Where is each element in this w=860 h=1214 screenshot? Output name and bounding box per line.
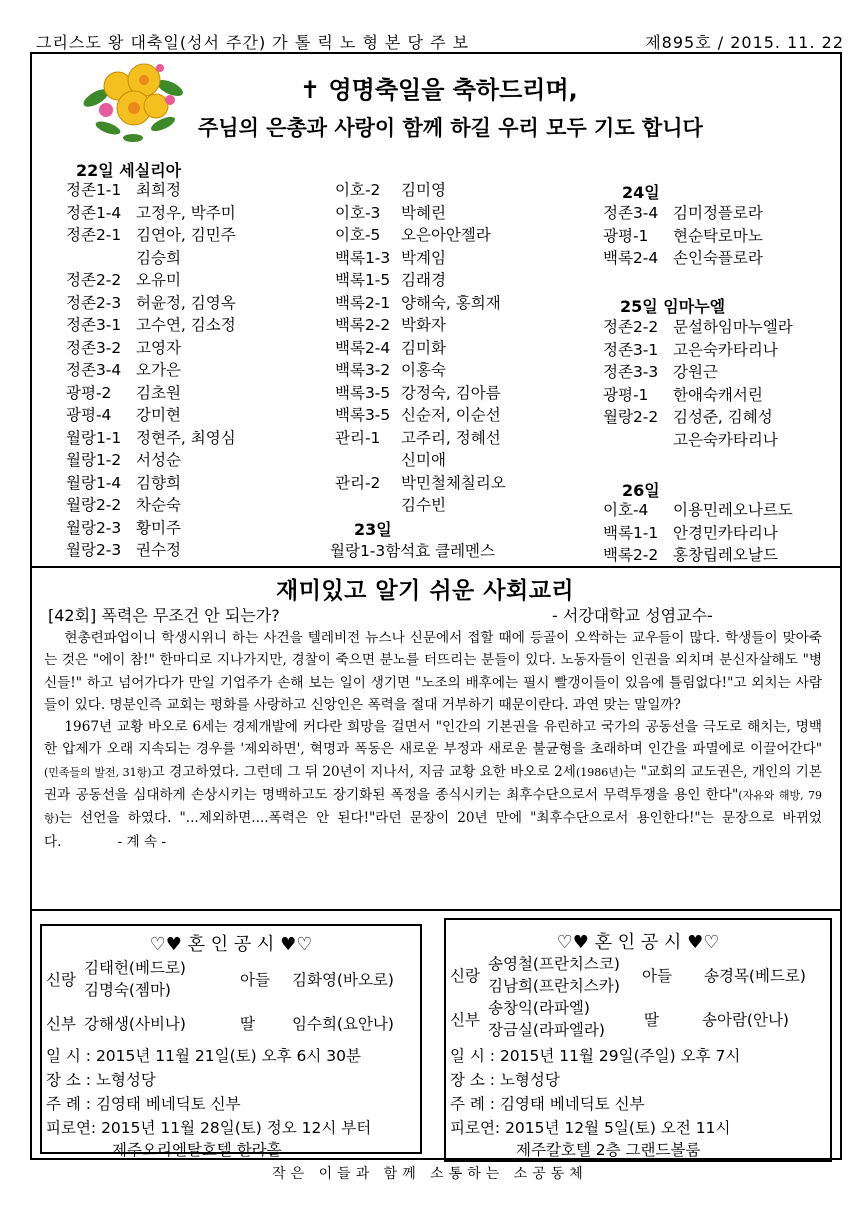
article-paragraph xyxy=(44,716,822,853)
article-title: [42회] 폭력은 무조건 안 되는가? xyxy=(48,606,280,625)
member-name: 허윤정, 김영옥 xyxy=(136,293,236,312)
member-name: 김수빈 xyxy=(401,496,446,514)
feast-entry xyxy=(335,179,506,202)
feast-entry xyxy=(66,472,236,495)
feast-entry xyxy=(66,359,236,382)
district-code: 백록3-2 xyxy=(335,361,391,379)
district-code: 정존1-4 xyxy=(66,203,122,222)
feast-entry xyxy=(335,269,506,292)
day-24-heading: 24일 xyxy=(622,183,660,202)
bride-name: 송아람(안나) xyxy=(702,1011,789,1029)
district-code: 월랑2-2 xyxy=(66,496,122,514)
feast-entry xyxy=(335,472,506,495)
member-name: 박화자 xyxy=(401,316,446,334)
bride-name: 임수희(요안나) xyxy=(292,1015,394,1033)
feast-entry xyxy=(66,179,236,202)
member-name: 박민철체칠리오 xyxy=(401,473,506,492)
day-22-heading: 22일 세실리아 xyxy=(76,161,182,180)
name-list-col2 xyxy=(335,179,506,517)
day-23-entry: 월랑1-3함석효 클레멘스 xyxy=(330,542,496,560)
member-name: 고수연, 김소정 xyxy=(136,316,236,334)
feast-entry xyxy=(66,404,236,427)
feast-entry xyxy=(603,202,763,225)
groom-label: 신랑 xyxy=(46,971,76,989)
officiant: 주 례 : 김영태 베네딕토 신부 xyxy=(450,1095,645,1113)
feast-entry xyxy=(603,384,793,407)
article-author: - 서강대학교 성염교수- xyxy=(552,606,713,625)
notice-heading: ♡♥ 혼 인 공 시 ♥♡ xyxy=(149,934,313,955)
member-name: 강정숙, 김아름 xyxy=(401,383,501,402)
groom-label: 신랑 xyxy=(450,967,480,985)
feast-entry xyxy=(335,359,506,382)
feast-title: ✝ 영명축일을 축하드리며, xyxy=(300,76,578,104)
bride-label: 신부 xyxy=(46,1015,76,1033)
district-code: 백록1-5 xyxy=(335,271,391,289)
feast-entry xyxy=(603,522,793,545)
feast-entry xyxy=(66,337,236,360)
district-code: 백록2-4 xyxy=(335,338,391,357)
feast-entry xyxy=(335,427,506,450)
feast-entry xyxy=(603,316,793,339)
member-name: 정현주, 최영심 xyxy=(136,428,236,447)
district-code: 이호-2 xyxy=(335,181,381,199)
district-code: 백록2-4 xyxy=(603,249,659,267)
district-code xyxy=(335,449,401,472)
member-name: 황미주 xyxy=(136,518,181,537)
member-name: 고은숙카타리나 xyxy=(673,340,778,359)
reception: 피로연: 2015년 11월 28일(토) 정오 12시 부터 xyxy=(46,1119,372,1137)
groom-father: 김태헌(베드로) xyxy=(84,959,186,977)
header-title: 그리스도 왕 대축일(성서 주간) 가 톨 릭 노 형 본 당 주 보 xyxy=(36,33,470,52)
district-code: 정존3-4 xyxy=(603,204,659,222)
feast-entry xyxy=(66,314,236,337)
feast-entry xyxy=(603,225,763,248)
divider xyxy=(30,909,842,911)
marriage-notice-2 xyxy=(444,918,832,1162)
member-name: 고영자 xyxy=(136,338,181,357)
feast-entry xyxy=(66,292,236,315)
groom-relation: 아들 xyxy=(642,967,672,985)
district-code: 광평-2 xyxy=(66,383,112,402)
feast-entry xyxy=(66,539,236,562)
bride-relation: 딸 xyxy=(240,1015,255,1033)
district-code: 정존2-2 xyxy=(603,318,659,336)
bride-label: 신부 xyxy=(450,1011,480,1029)
groom-name: 송경목(베드로) xyxy=(704,967,806,985)
feast-entry xyxy=(66,269,236,292)
member-name: 한애숙캐서린 xyxy=(673,385,763,404)
district-code: 월랑1-1 xyxy=(66,428,122,447)
groom-father: 송영철(프란치스코) xyxy=(488,955,620,973)
feast-entry xyxy=(66,494,236,517)
feast-entry xyxy=(66,427,236,450)
district-code: 백록2-1 xyxy=(335,293,391,312)
feast-entry xyxy=(335,224,506,247)
district-code: 백록2-2 xyxy=(603,546,659,564)
member-name: 안경민카타리나 xyxy=(673,523,778,542)
article-text: 고 경고하였다. 그런데 그 뒤 20년이 지나서, 지금 교황 요한 바오로 2세 xyxy=(151,763,576,780)
member-name: 김향희 xyxy=(136,473,181,492)
member-name: 오유미 xyxy=(136,271,181,289)
district-code: 월랑2-3 xyxy=(66,541,122,559)
feast-entry xyxy=(335,292,506,315)
district-code: 정존3-2 xyxy=(66,338,122,357)
feast-entry xyxy=(66,202,236,225)
member-name: 김미화 xyxy=(401,338,446,357)
day-26-heading: 26일 xyxy=(622,481,660,500)
district-code: 정존2-3 xyxy=(66,293,122,312)
feast-entry xyxy=(335,337,506,360)
groom-mother: 김남희(프란치스카) xyxy=(488,977,620,995)
district-code xyxy=(335,494,401,517)
feast-entry xyxy=(335,449,506,472)
bride-parents: 강해생(사비나) xyxy=(84,1015,186,1033)
bride-father: 송창익(라파엘) xyxy=(488,999,590,1017)
member-name: 신순저, 이순선 xyxy=(401,406,501,424)
district-code: 백록3-5 xyxy=(335,406,391,424)
feast-subtitle: 주님의 은총과 사랑이 함께 하길 우리 모두 기도 합니다 xyxy=(198,116,703,140)
bride-mother: 장금실(라파엘라) xyxy=(488,1021,605,1039)
marriage-notice-1 xyxy=(40,924,422,1159)
bulletin-footer: 작은 이들과 함께 소통하는 소공동체 xyxy=(272,1166,588,1182)
feast-entry xyxy=(66,449,236,472)
district-code: 광평-1 xyxy=(603,385,649,404)
feast-entry xyxy=(603,339,793,362)
district-code: 월랑1-2 xyxy=(66,451,122,469)
feast-entry xyxy=(66,247,236,270)
member-name: 문설하임마누엘라 xyxy=(673,318,793,336)
member-name: 고주리, 정혜선 xyxy=(401,428,501,447)
member-name: 이용민레오나르도 xyxy=(673,501,793,519)
member-name: 오은아안젤라 xyxy=(401,226,491,244)
wedding-date: 일 시 : 2015년 11월 21일(토) 오후 6시 30분 xyxy=(46,1047,361,1065)
article-text: 1967년 교황 바오로 6세는 경제개발에 커다란 희망을 걸면서 "인간의 기본권을 유린하고 국가의 공동선을 극도로 해치는, 명백한 압제가 오래 지속되는 경우를 '제외하면', 혁명과 폭동은 새로운 부정과 새로운 불균형을 초래하며 인간을 파멸에로 이끌어간다" xyxy=(44,719,822,758)
feast-entry xyxy=(603,406,793,429)
member-name: 신미애 xyxy=(401,451,446,469)
feast-entry xyxy=(603,544,793,567)
member-name: 김연아, 김민주 xyxy=(136,226,236,244)
feast-entry xyxy=(335,494,506,517)
article-paragraph: 현총련파업이니 학생시위니 하는 사건을 텔레비전 뉴스나 신문에서 접할 때에 등골이 오싹하는 교우들이 많다. 학생들이 맞아죽는 것은 "에이 참!" 한마디로 지나가지만, 경찰이 죽으면 분노를 터뜨리는 분들이 있다. 노동자들이 인권을 외치며 분신자살해도 "병신들!" 하고 넘어가다가 만일 기업주가 손해 보는 일이 생기면 "노조의 배후에는 필시 빨갱이들이 있음에 틀림없다!"고 외치는 사람들이 있다. 명분인즉 교회는 평화를 사랑하고 신앙인은 폭력을 절대 거부하기 때문이란다. 과연 맞는 말일까? xyxy=(44,630,822,713)
member-name: 강미현 xyxy=(136,406,181,424)
article-body xyxy=(44,627,822,853)
district-code: 백록2-2 xyxy=(335,316,391,334)
issue-number: 제895호 / 2015. 11. 22 xyxy=(645,33,844,52)
notice-heading: ♡♥ 혼 인 공 시 ♥♡ xyxy=(556,932,720,953)
member-name: 김초원 xyxy=(136,383,181,402)
citation: (1986년) xyxy=(575,765,624,779)
district-code: 정존1-1 xyxy=(66,181,122,199)
member-name: 최희정 xyxy=(136,181,181,199)
wedding-place: 장 소 : 노형성당 xyxy=(46,1071,156,1089)
groom-mother: 김명숙(젬마) xyxy=(84,981,171,999)
member-name: 박계임 xyxy=(401,248,446,267)
name-list-day24 xyxy=(603,202,763,270)
member-name: 고은숙카타리나 xyxy=(673,430,778,449)
groom-name: 김화영(바오로) xyxy=(292,971,394,989)
district-code: 정존3-3 xyxy=(603,363,659,381)
district-code xyxy=(66,247,136,270)
district-code: 정존3-4 xyxy=(66,361,122,379)
reception: 피로연: 2015년 12월 5일(토) 오전 11시 xyxy=(450,1119,731,1137)
district-code: 월랑1-4 xyxy=(66,473,122,492)
feast-entry xyxy=(335,247,506,270)
feast-entry xyxy=(66,517,236,540)
feast-entry xyxy=(335,202,506,225)
member-name: 서성순 xyxy=(136,451,181,469)
member-name: 김성준, 김혜성 xyxy=(673,408,773,426)
member-name: 김승희 xyxy=(136,248,181,267)
member-name: 양해숙, 홍희재 xyxy=(401,293,501,312)
member-name: 이홍숙 xyxy=(401,361,446,379)
district-code: 백록1-1 xyxy=(603,523,659,542)
member-name: 오가은 xyxy=(136,361,181,379)
feast-entry xyxy=(335,404,506,427)
citation: (민족들의 발전, 31항) xyxy=(44,765,152,779)
wedding-date: 일 시 : 2015년 11월 29일(주일) 오후 7시 xyxy=(450,1047,741,1065)
district-code: 이호-3 xyxy=(335,203,381,222)
day-23-heading: 23일 xyxy=(354,520,392,539)
member-name: 손인숙플로라 xyxy=(673,249,763,267)
member-name: 권수정 xyxy=(136,541,181,559)
district-code: 관리-2 xyxy=(335,473,381,492)
district-code: 정존2-1 xyxy=(66,226,122,244)
feast-entry xyxy=(603,247,763,270)
reception-place: 제주칼호텔 2층 그랜드볼룸 xyxy=(516,1141,701,1159)
feast-entry xyxy=(66,382,236,405)
member-name: 현순탁로마노 xyxy=(673,226,763,245)
district-code: 관리-1 xyxy=(335,428,381,447)
member-name: 고정우, 박주미 xyxy=(136,203,236,222)
feast-entry xyxy=(603,499,793,522)
feast-entry xyxy=(603,429,793,452)
district-code: 이호-5 xyxy=(335,226,381,244)
name-list-col1 xyxy=(66,179,236,562)
groom-relation: 아들 xyxy=(240,971,270,989)
article-section-title: 재미있고 알기 쉬운 사회교리 xyxy=(276,578,575,604)
member-name: 홍창립레오날드 xyxy=(673,546,778,564)
officiant: 주 례 : 김영태 베네딕토 신부 xyxy=(46,1095,241,1113)
district-code: 월랑2-2 xyxy=(603,408,659,426)
bride-relation: 딸 xyxy=(644,1011,659,1029)
flower-illustration xyxy=(78,58,188,144)
district-code: 이호-4 xyxy=(603,501,649,519)
member-name: 김래경 xyxy=(401,271,446,289)
article-text: 는 "교회의 교도권은, 개인의 기본권과 공동선을 심대하게 손상시키는 명백하고도 장기화된 폭정을 종식시키는 최후수단으로서 무력투쟁을 용인 한다" xyxy=(44,763,822,804)
feast-entry xyxy=(603,361,793,384)
day-25-heading: 25일 임마누엘 xyxy=(620,297,726,316)
district-code xyxy=(603,429,673,452)
member-name: 차순숙 xyxy=(136,496,181,514)
member-name: 강원근 xyxy=(673,363,718,381)
continued-label: - 계 속 - xyxy=(117,833,167,850)
district-code: 백록3-5 xyxy=(335,383,391,402)
district-code: 정존3-1 xyxy=(603,340,659,359)
district-code: 광평-4 xyxy=(66,406,112,424)
article-text: 는 선언을 하였다. "...제외하면....폭력은 안 된다!"라던 문장이 20년 만에 "최후수단으로서 용인한다!"는 문장으로 바뀌었다. xyxy=(44,810,822,850)
name-list-day25 xyxy=(603,316,793,451)
district-code: 정존3-1 xyxy=(66,316,122,334)
wedding-place: 장 소 : 노형성당 xyxy=(450,1071,560,1089)
feast-entry xyxy=(66,224,236,247)
member-name: 박혜린 xyxy=(401,203,446,222)
district-code: 월랑2-3 xyxy=(66,518,122,537)
district-code: 백록1-3 xyxy=(335,248,391,267)
citation: (자유와 해방, 79항) xyxy=(44,789,822,826)
feast-entry xyxy=(335,382,506,405)
district-code: 정존2-2 xyxy=(66,271,122,289)
feast-entry xyxy=(335,314,506,337)
member-name: 김미정플로라 xyxy=(673,204,763,222)
reception-place: 제주오리엔탈호텔 한라홀 xyxy=(112,1141,282,1159)
member-name: 김미영 xyxy=(401,181,446,199)
district-code: 광평-1 xyxy=(603,226,649,245)
name-list-day26 xyxy=(603,499,793,567)
